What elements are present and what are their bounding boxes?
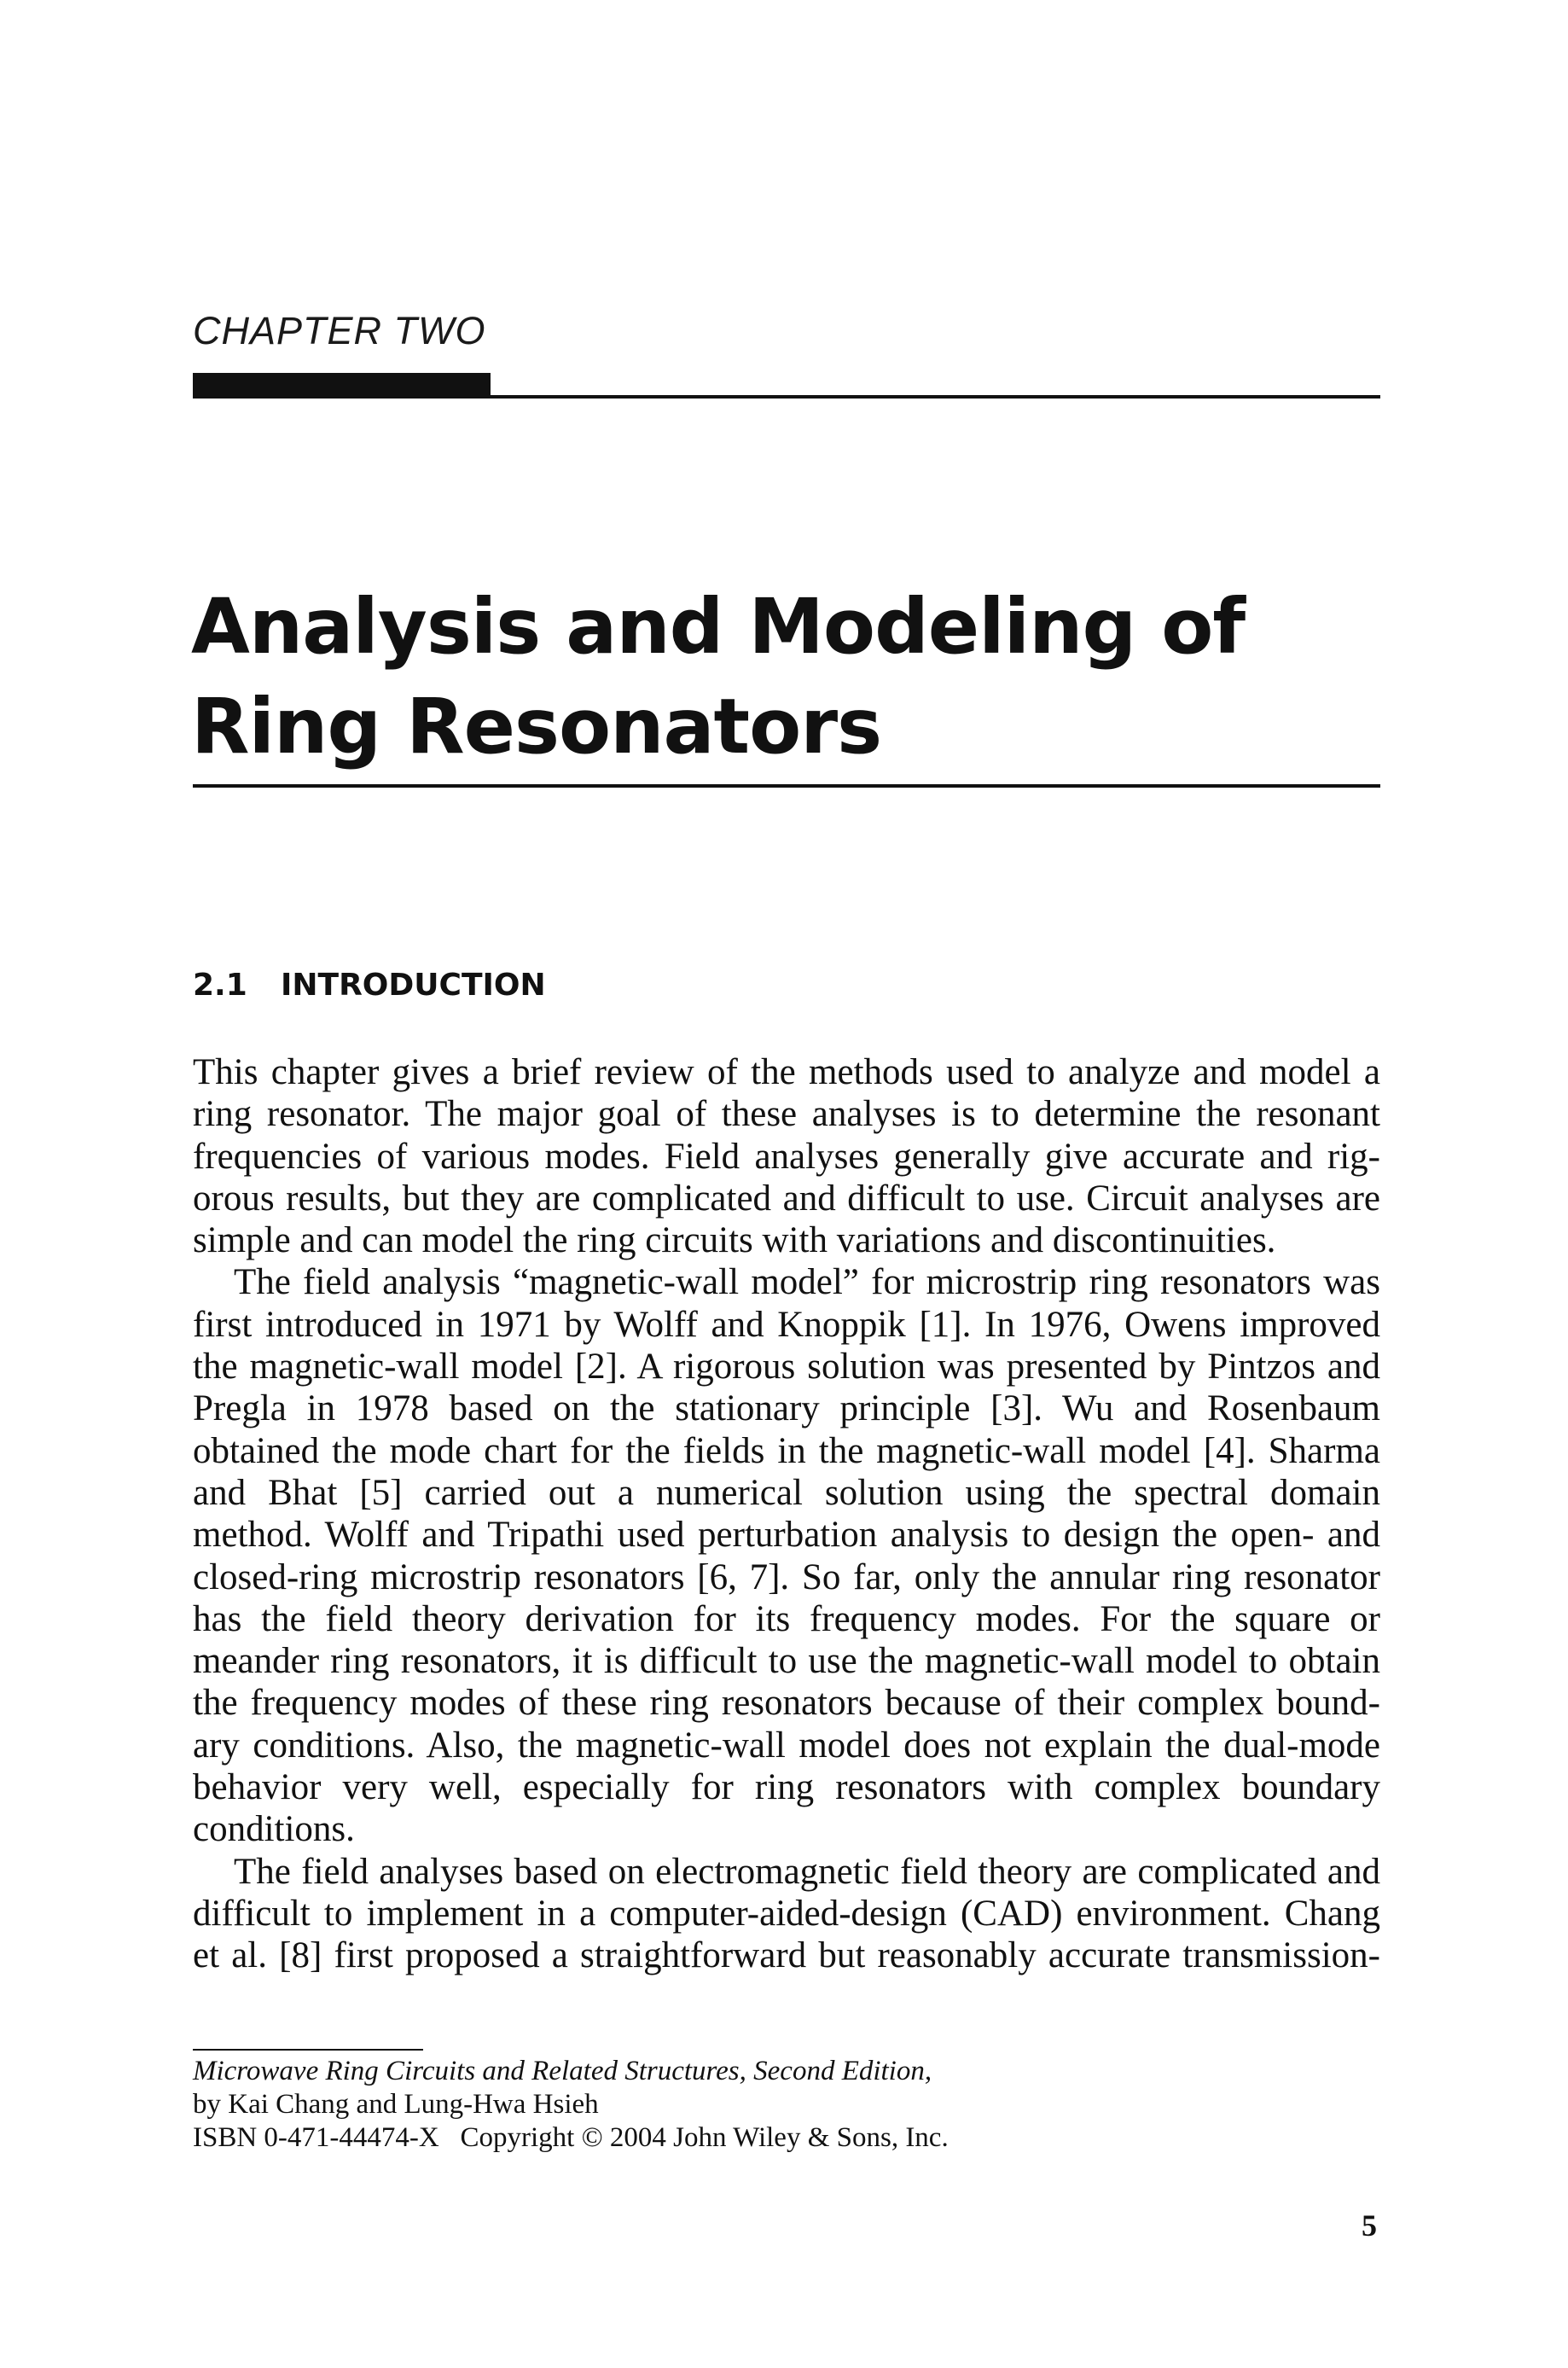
text-line: the frequency modes of these ring resonators because of their complex bound- bbox=[193, 1683, 1380, 1724]
footnote-rule bbox=[193, 2049, 423, 2051]
text-line: has the field theory derivation for its frequency modes. For the square or bbox=[193, 1598, 1380, 1639]
chapter-title-line-1: Analysis and Modeling of bbox=[191, 582, 1246, 671]
text-line: meander ring resonators, it is difficult to use the magnetic-wall model to obtain bbox=[193, 1641, 1380, 1682]
section-heading bbox=[193, 968, 546, 1003]
text-line: The field analysis “magnetic-wall model” for microstrip ring resonators was bbox=[234, 1262, 1380, 1303]
text-line: et al. [8] first proposed a straightforward but reasonably accurate transmission- bbox=[193, 1935, 1380, 1976]
body-text bbox=[193, 1051, 1380, 1977]
chapter-label: CHAPTER TWO bbox=[193, 309, 486, 352]
text-line: Pregla in 1978 based on the stationary principle [3]. Wu and Rosenbaum bbox=[193, 1388, 1380, 1429]
text-line: This chapter gives a brief review of the methods used to analyze and model a bbox=[193, 1052, 1380, 1092]
text-line: orous results, but they are complicated and difficult to use. Circuit analyses are bbox=[193, 1178, 1380, 1219]
title-rule bbox=[193, 784, 1380, 788]
text-line: obtained the mode chart for the fields in the magnetic-wall model [4]. Sharma bbox=[193, 1430, 1380, 1471]
text-line: method. Wolff and Tripathi used perturbation analysis to design the open- and bbox=[193, 1515, 1380, 1556]
chapter-rule-thick bbox=[193, 373, 491, 398]
text-line: and Bhat [5] carried out a numerical solution using the spectral domain bbox=[193, 1472, 1380, 1513]
footnote-isbn: ISBN 0-471-44474-X bbox=[193, 2122, 439, 2153]
text-line: difficult to implement in a computer-aided-design (CAD) environment. Chang bbox=[193, 1893, 1380, 1934]
text-line: the magnetic-wall model [2]. A rigorous solution was presented by Pintzos and bbox=[193, 1347, 1380, 1388]
text-line: closed-ring microstrip resonators [6, 7]. So far, only the annular ring resonator bbox=[193, 1556, 1380, 1597]
text-line: ring resonator. The major goal of these analyses is to determine the resonant bbox=[193, 1094, 1380, 1135]
footnote-book-title: Microwave Ring Circuits and Related Structures, Second Edition, bbox=[193, 2056, 932, 2086]
footnote-copyright: Copyright © 2004 John Wiley & Sons, Inc. bbox=[460, 2122, 949, 2153]
text-line: simple and can model the ring circuits with variations and discontinuities. bbox=[193, 1220, 1276, 1261]
text-line: The field analyses based on electromagnetic field theory are complicated and bbox=[234, 1851, 1380, 1892]
paragraph-1 bbox=[193, 1051, 1380, 1261]
chapter-title-line-2: Ring Resonators bbox=[191, 682, 882, 771]
footnote-spacer bbox=[439, 2122, 461, 2153]
section-number: 2.1 bbox=[193, 968, 247, 1003]
text-line: ary conditions. Also, the magnetic-wall model does not explain the dual-mode bbox=[193, 1725, 1380, 1766]
text-line: first introduced in 1971 by Wolff and Knoppik [1]. In 1976, Owens improved bbox=[193, 1304, 1380, 1345]
footnote bbox=[193, 2055, 1380, 2155]
paragraph-3 bbox=[193, 1851, 1380, 1977]
section-title: INTRODUCTION bbox=[281, 968, 546, 1003]
paragraph-2 bbox=[193, 1261, 1380, 1850]
text-line: frequencies of various modes. Field analyses generally give accurate and rig- bbox=[193, 1136, 1380, 1177]
chapter-title bbox=[191, 577, 1385, 777]
footnote-authors: by Kai Chang and Lung-Hwa Hsieh bbox=[193, 2089, 599, 2120]
text-line: behavior very well, especially for ring resonators with complex boundary bbox=[193, 1767, 1380, 1808]
page-number: 5 bbox=[1362, 2208, 1377, 2243]
text-line: conditions. bbox=[193, 1809, 355, 1850]
footnote-isbn-line bbox=[193, 2121, 1380, 2155]
chapter-rule bbox=[193, 395, 1380, 399]
